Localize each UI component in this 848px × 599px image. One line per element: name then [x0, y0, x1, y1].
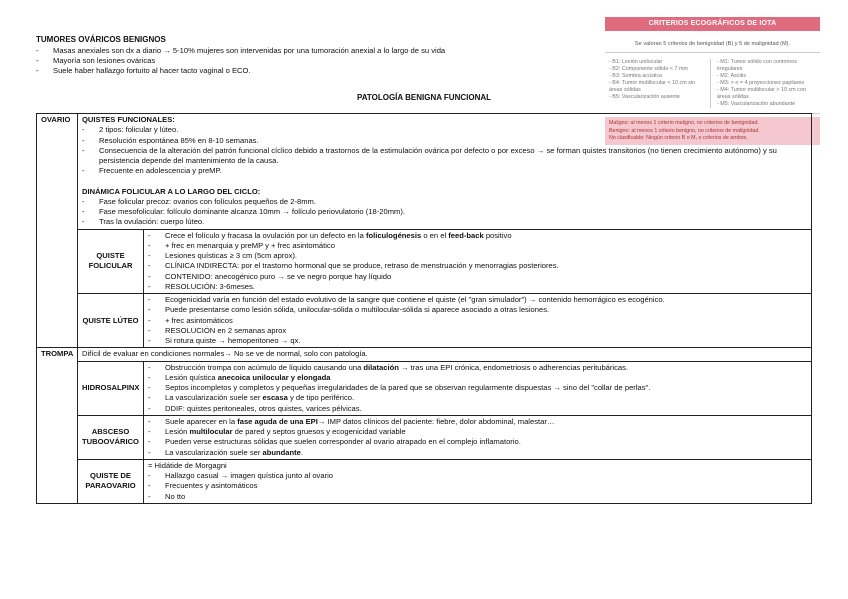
hidrosalpinx-label: HIDROSALPINX — [78, 361, 144, 415]
list-item: - Ecogenicidad varía en función del estado evolutivo de la sangre que contiene el quiste (el "gran simulador") → contenido hemorrágico es ecogénico. — [148, 295, 665, 304]
list-item: - + frec en menarquia y preMP y + frec asintomático — [148, 240, 335, 250]
list-item: - La vascularización suele ser abundante. — [148, 447, 304, 457]
intro-heading: TUMORES OVÁRICOS BENIGNOS — [36, 35, 166, 44]
list-item: - B5: Vascularización ausente — [609, 94, 680, 101]
list-item: - B1: Lesión unilocular — [609, 59, 663, 66]
list-item: Benigno: al menos 1 criterio benigno, no criterios de malignidad. — [609, 127, 760, 134]
list-item: - Hallazgo casual → imagen quística junto al ovario — [148, 471, 333, 480]
luteo-cell — [144, 294, 812, 348]
paraovario-heading: = Hidátide de Morgagni — [148, 460, 227, 470]
list-item: - Obstrucción trompa con acúmulo de líquido causando una dilatación → tras una EPI crónica, endometriosis o adherencias peritubáricas. — [148, 362, 629, 372]
list-item: - Puede presentarse como lesión sólida, unilocular-sólida o multilocular-sólida si aparece asociado a otras lesiones. — [148, 305, 550, 315]
list-item: - Tras la ovulación: cuerpo lúteo. — [82, 217, 205, 227]
list-item: - M1: Tumor sólido con contornos irregulares — [717, 59, 797, 73]
list-item: - B4: Tumor multilocular < 10 cm sin áreas sólidas — [609, 80, 696, 94]
list-item: - Fase folicular precoz: ovarios con folículos pequeños de 2-8mm. — [82, 196, 316, 206]
intro-section — [36, 35, 596, 77]
list-item: - M3: > o = 4 proyecciones papilares — [717, 80, 805, 87]
quiste-folicular-label: QUISTE FOLICULAR — [78, 229, 144, 294]
list-item: - Lesiones quísticas ≥ 3 cm (5cm aprox). — [148, 251, 298, 260]
trompa-label: TROMPA — [37, 348, 78, 504]
page-title: PATOLOGÍA BENIGNA FUNCIONAL — [356, 93, 492, 102]
list-item: - B3: Sombra acústica — [609, 73, 663, 80]
list-item: - Pueden verse estructuras sólidas que suelen corresponder al ovario atrapado en el complejo inflamatorio. — [148, 437, 521, 447]
list-item: - CONTENIDO: anecogénico puro → se ve negro porque hay líquido — [148, 271, 392, 281]
absceso-cell — [144, 415, 812, 459]
list-item: - Mayoría son lesiones ováricas — [36, 56, 156, 66]
list-item: - Resolución espontánea 85% en 8-10 semanas. — [82, 135, 259, 145]
table-row — [37, 459, 812, 503]
list-item: - DDIF: quistes peritoneales, otros quistes, varices pélvicas. — [148, 403, 362, 413]
list-item: Maligno: al menos 1 criterio maligno, no criterios de benignidad. — [609, 120, 759, 127]
ovario-label: OVARIO — [37, 114, 78, 348]
list-item: - RESOLUCIÓN: 3-6meses. — [148, 281, 255, 291]
table-row — [37, 361, 812, 415]
list-item: - Suele haber hallazgo fortuito al hacer tacto vaginal o ECO. — [36, 66, 251, 76]
list-item: - Si rotura quiste → hemoperitoneo → qx. — [148, 336, 301, 345]
list-item: - CLÍNICA INDIRECTA: por el trastorno hormonal que se produce, retraso de menstruación y menorragias posteriores. — [148, 261, 559, 271]
absceso-label: ABSCESO TUBOOVÁRICO — [78, 415, 144, 459]
table-row — [37, 229, 812, 294]
list-item: - La vascularización suele ser escasa y de tipo periférico. — [148, 393, 355, 403]
funcionales-cell — [78, 114, 812, 230]
paraovario-cell — [144, 459, 812, 503]
table-row — [37, 415, 812, 459]
folicular-cell — [144, 229, 812, 294]
list-item: No clasificable: Ningún criterio B o M, o criterios de ambos. — [609, 134, 748, 141]
list-item: - Suele aparecer en la fase aguda de una EPI→ IMP datos clínicos del paciente: fiebre, dolor abdominal, malestar… — [148, 416, 555, 426]
quiste-luteo-label: QUISTE LÚTEO — [78, 294, 144, 348]
list-item: - + frec asintomáticos — [148, 315, 233, 325]
list-item: - Septos incompletos y completos y pequeñas irregularidades de la pared que se observan regularmente dispuestas → sino del "collar de perlas". — [148, 383, 651, 392]
list-item: - M5: Vascularización abundante — [717, 101, 796, 108]
list-item: - Consecuencia de la alteración del patrón funcional cíclico debido a trastornos de la estimulación ovárica por defecto o por exceso → se forman quistes transitorios (no tienen crecimiento autónomo) y su persistencia depende del mantenimiento de la causa. — [82, 145, 777, 165]
dinamica-title: DINÁMICA FOLICULAR A LO LARGO DEL CICLO: — [82, 186, 261, 196]
table-row — [37, 294, 812, 348]
iota-columns — [605, 52, 820, 114]
list-item: - Frecuente en adolescencia y preMP. — [82, 166, 222, 176]
list-item: - Crece el folículo y fracasa la ovulación por un defecto en la foliculogénesis o en el feed-back positivo — [148, 230, 512, 240]
list-item: - M4: Tumor multilocular > 10 cm con áreas sólidas — [717, 87, 806, 101]
hidrosalpinx-cell — [144, 361, 812, 415]
list-item: - No tto — [148, 491, 186, 501]
table-row — [37, 348, 812, 361]
list-item: - Lesión multilocular de pared y septos gruesos y ecogenicidad variable — [148, 427, 406, 436]
list-item: - 2 tipos: folicular y lúteo. — [82, 125, 179, 135]
table-row — [37, 114, 812, 230]
iota-header: CRITERIOS ECOGRÁFICOS DE IOTA — [605, 17, 820, 31]
trompa-intro: Difícil de evaluar en condiciones normales→ No se ve de normal, solo con patología. — [78, 348, 812, 361]
list-item: - B2: Componente sólido < 7 mm — [609, 66, 688, 73]
list-item: - Fase mesofolicular: folículo dominante alcanza 10mm → folículo periovulatorio (18-20mm). — [82, 207, 405, 216]
list-item: - Lesión quística anecoica unilocular y elongada — [148, 372, 331, 382]
list-item: - M2: Ascitis — [717, 73, 747, 80]
pathology-table — [36, 113, 812, 504]
iota-subtitle: Se valoran 5 criterios de benignidad (B) y 5 de malignidad (M). — [634, 41, 791, 47]
list-item: - Masas anexiales son dx a diario → 5-10% mujeres son intervenidas por una tumoración anexial a lo largo de su vida — [36, 45, 446, 55]
funcionales-title: QUISTES FUNCIONALES: — [82, 115, 175, 124]
list-item: - Frecuentes y asintomáticos — [148, 481, 258, 491]
list-item: - RESOLUCIÓN en 2 semanas aprox — [148, 325, 287, 335]
paraovario-label: QUISTE DE PARAOVARIO — [78, 459, 144, 503]
